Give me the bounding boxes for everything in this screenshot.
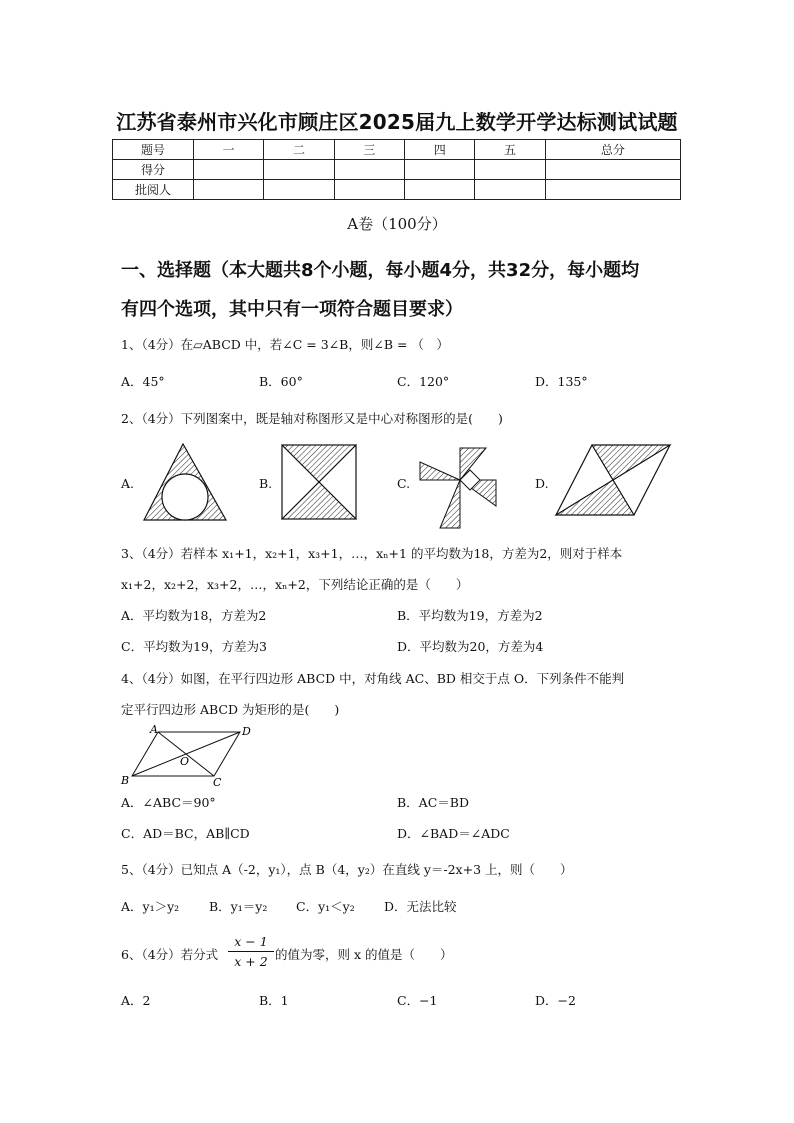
part1-heading-line1: 一、选择题（本大题共8个小题，每小题4分，共32分，每小题均 (121, 260, 640, 281)
q3-option-a[interactable]: A．平均数为18，方差为2 (121, 608, 267, 623)
score-table-header-row (113, 140, 681, 160)
cell (475, 180, 545, 200)
q2-figure-c-pinwheel (420, 448, 496, 528)
cell (334, 180, 404, 200)
q4-option-c[interactable]: C．AD＝BC，AB∥CD (121, 826, 250, 841)
cell: 一 (194, 140, 264, 160)
cell: 五 (475, 140, 545, 160)
q3-option-c[interactable]: C．平均数为19，方差为3 (121, 639, 267, 654)
q6-option-c[interactable]: C．−1 (397, 993, 438, 1008)
question-2-stem: 2、（4分）下列图案中，既是轴对称图形又是中心对称图形的是( ) (121, 411, 503, 426)
cell (545, 160, 680, 180)
q5-option-c[interactable]: C．y₁＜y₂ (296, 899, 355, 914)
score-table-row (113, 160, 681, 180)
label-d: D (242, 725, 251, 738)
cell (194, 180, 264, 200)
score-table (112, 139, 681, 200)
q4-option-d[interactable]: D．∠BAD＝∠ADC (397, 826, 510, 841)
cell: 四 (405, 140, 475, 160)
q2-option-a-label[interactable]: A. (121, 476, 135, 491)
q3-option-b[interactable]: B．平均数为19，方差为2 (397, 608, 543, 623)
q4-parallelogram-figure (118, 722, 258, 788)
q2-option-d-label[interactable]: D. (535, 476, 549, 491)
label-o: O (180, 755, 190, 768)
q6-numerator: x − 1 (234, 934, 268, 949)
question-4-line2: 定平行四边形 ABCD 为矩形的是( ) (121, 702, 340, 717)
cell (405, 180, 475, 200)
q6-option-a[interactable]: A．2 (121, 993, 151, 1008)
q6-fraction (228, 934, 274, 969)
q6-option-b[interactable]: B．1 (259, 993, 289, 1008)
q1-option-c[interactable]: C．120° (397, 374, 450, 389)
q4-option-b[interactable]: B．AC＝BD (397, 795, 469, 810)
q4-option-a[interactable]: A．∠ABC＝90° (121, 795, 216, 810)
cell: 三 (334, 140, 404, 160)
q1-option-d[interactable]: D．135° (535, 374, 588, 389)
fraction-bar (228, 951, 274, 952)
q3-option-d[interactable]: D．平均数为20，方差为4 (397, 639, 544, 654)
cell (475, 160, 545, 180)
question-4-line1: 4、（4分）如图，在平行四边形 ABCD 中，对角线 AC、BD 相交于点 O．下列条件不能判 (121, 671, 625, 686)
part1-heading-line2: 有四个选项，其中只有一项符合题目要求） (121, 299, 463, 320)
score-table-row (113, 180, 681, 200)
q2-option-c-label[interactable]: C. (397, 476, 411, 491)
cell: 总分 (545, 140, 680, 160)
question-6-prefix: 6、（4分）若分式 (121, 947, 219, 962)
q2-figure-a-triangle-circle (144, 444, 226, 520)
exam-title: 江苏省泰州市兴化市顾庄区2025届九上数学开学达标测试试题 (116, 110, 678, 134)
q5-option-d[interactable]: D．无法比较 (384, 899, 457, 914)
cell (194, 160, 264, 180)
label-b: B (121, 774, 130, 787)
label-a: A (150, 723, 158, 736)
cell (264, 180, 334, 200)
q6-option-d[interactable]: D．−2 (535, 993, 576, 1008)
cell (334, 160, 404, 180)
question-1-stem (121, 335, 449, 353)
question-3-line1: 3、（4分）若样本 x₁+1，x₂+1，x₃+1，…，xₙ+1 的平均数为18，方差为2，则对于样本 (121, 546, 623, 561)
cell (264, 160, 334, 180)
question-5-stem: 5、（4分）已知点 A（-2，y₁），点 B（4，y₂）在直线 y＝-2x+3 上，则（ ） (121, 862, 573, 877)
section-a-heading: A卷（100分） (347, 215, 447, 233)
cell: 二 (264, 140, 334, 160)
question-3-line2: x₁+2，x₂+2，x₃+2，…，xₙ+2，下列结论正确的是（ ） (121, 577, 469, 592)
q2-figure-b-square (282, 445, 356, 519)
q5-option-a[interactable]: A．y₁＞y₂ (121, 899, 180, 914)
q1-prefix: 1、（4分）在 (121, 337, 194, 352)
q1-text: ▱ABCD 中，若∠C = 3∠B，则∠B = （ ） (193, 337, 449, 352)
q1-option-b[interactable]: B．60° (259, 374, 303, 389)
q5-option-b[interactable]: B．y₁＝y₂ (209, 899, 268, 914)
cell: 得分 (113, 160, 194, 180)
cell (545, 180, 680, 200)
q2-option-b-label[interactable]: B. (259, 476, 273, 491)
q1-option-a[interactable]: A．45° (121, 374, 165, 389)
q2-figures (140, 440, 680, 532)
cell (405, 160, 475, 180)
question-6-suffix: 的值为零，则 x 的值是（ ） (275, 947, 453, 962)
q6-denominator: x + 2 (234, 954, 268, 969)
cell: 批阅人 (113, 180, 194, 200)
q2-figure-d-parallelogram (556, 445, 670, 515)
cell: 题号 (113, 140, 194, 160)
label-c: C (213, 776, 222, 788)
